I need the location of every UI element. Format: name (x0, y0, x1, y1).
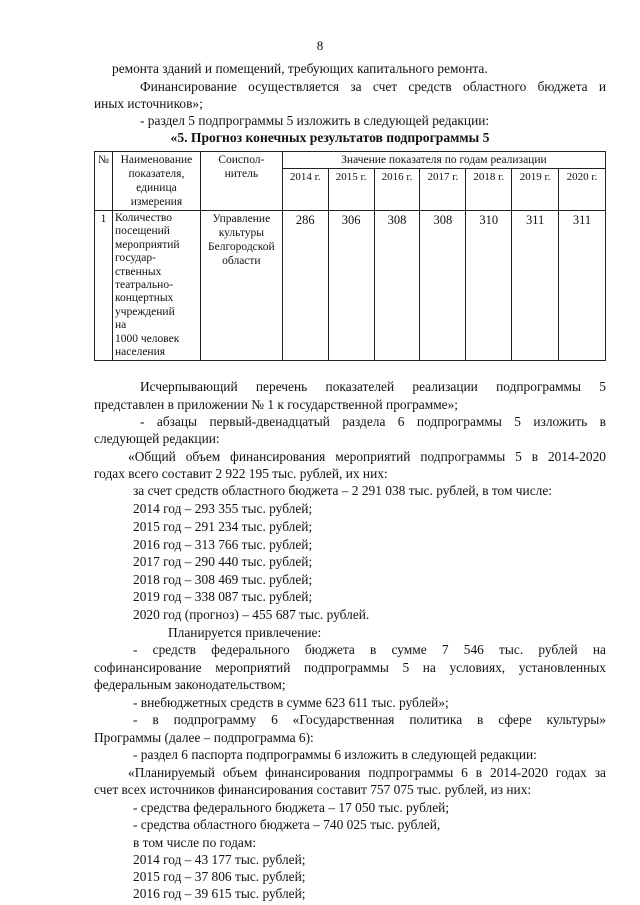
header-year: 2016 г. (374, 169, 420, 211)
row-coexec-line: области (222, 255, 261, 267)
table-header-row (95, 152, 606, 169)
year-line: 2018 год – 308 469 тыс. рублей; (133, 572, 313, 587)
indicator-table (94, 151, 606, 361)
header-name-line: измерения (130, 196, 183, 208)
row-name-line: 1000 человек (114, 332, 180, 345)
row-name-line: на (114, 319, 127, 332)
year-line: 2017 год – 290 440 тыс. рублей; (133, 554, 313, 569)
header-year: 2018 г. (466, 169, 512, 211)
body-p3-line-2: годах всего составит 2 922 195 тыс. рублей, их них: (94, 466, 388, 481)
body-p7: - внебюджетных средств в сумме 623 611 тыс. рублей»; (133, 695, 449, 710)
row-name-line: государ- (114, 252, 156, 265)
row-value: 310 (466, 211, 512, 361)
body-p6-line-1: - средств федерального бюджета в сумме 7 546 тыс. рублей на (133, 642, 606, 657)
header-name-line: единица (136, 182, 177, 194)
body-p10-line-2: счет всех источников финансирования составит 757 075 тыс. рублей, из них: (94, 782, 532, 797)
row-name-line: учреждений (114, 305, 175, 318)
body-p1-line-1: Исчерпывающий перечень показателей реализации подпрограммы 5 (140, 379, 606, 394)
header-name-line: Наименование (120, 154, 193, 166)
year-line: 2015 год – 291 234 тыс. рублей; (133, 519, 313, 534)
row-value: 308 (420, 211, 466, 361)
year-line: 2020 год (прогноз) – 455 687 тыс. рублей. (133, 607, 370, 622)
row-value: 286 (282, 211, 328, 361)
body-p5: Планируется привлечение: (168, 625, 322, 640)
body-p9: - раздел 6 паспорта подпрограммы 6 изложить в следующей редакции: (133, 747, 537, 762)
year-line: 2019 год – 338 087 тыс. рублей; (133, 589, 313, 604)
intro-line-4: - раздел 5 подпрограммы 5 изложить в следующей редакции: (140, 113, 490, 128)
body-p6-line-2: софинансирование мероприятий подпрограммы 5 на условиях, установленных (94, 660, 606, 675)
body-p2-line-1: - абзацы первый-двенадцатый раздела 6 подпрограммы 5 изложить в (140, 414, 606, 429)
intro-line-1: ремонта зданий и помещений, требующих капитального ремонта. (112, 61, 488, 76)
row-name-line: ственных (114, 265, 162, 278)
header-year: 2020 г. (559, 169, 606, 211)
header-year: 2014 г. (282, 169, 328, 211)
body-p11: - средства федерального бюджета – 17 050 тыс. рублей; (133, 800, 450, 815)
row-indicator-name (112, 211, 200, 361)
row-coexecutor (200, 211, 282, 361)
header-indicator-name (112, 152, 200, 211)
page-number: 8 (316, 38, 324, 53)
intro-line-3: иных источников»; (94, 96, 203, 111)
header-coexec-line: Соиспол- (218, 154, 265, 166)
body-p10-line-1: «Планируемый объем финансирования подпрограммы 6 в 2014-2020 годах за (128, 765, 606, 780)
row-name-line: мероприятий (114, 238, 180, 251)
row-coexec-line: Управление (212, 213, 271, 225)
row-coexec-line: культуры (218, 227, 265, 239)
row-name-line: концертных (114, 292, 174, 305)
row-name-line: Количество (114, 212, 172, 224)
body-p13: в том числе по годам: (133, 835, 257, 850)
row-name-line: театрально- (114, 279, 173, 292)
year-line: 2015 год – 37 806 тыс. рублей; (133, 869, 306, 884)
body-p8-line-2: Программы (далее – подпрограмма 6): (94, 730, 314, 745)
year-line: 2016 год – 39 615 тыс. рублей; (133, 886, 306, 901)
header-year: 2017 г. (420, 169, 466, 211)
body-p4: за счет средств областного бюджета – 2 291 038 тыс. рублей, в том числе: (133, 483, 552, 498)
header-coexec-line: нитель (224, 168, 259, 180)
section-title: «5. Прогноз конечных результатов подпрограммы 5 (170, 130, 490, 145)
row-num: 1 (95, 211, 113, 361)
body-p1-line-2: представлен в приложении № 1 к государственной программе»; (94, 397, 459, 412)
row-name-line: населения (114, 346, 166, 359)
year-line: 2016 год – 313 766 тыс. рублей; (133, 537, 313, 552)
header-name-line: показателя, (128, 168, 185, 180)
body-p12: - средства областного бюджета – 740 025 тыс. рублей, (133, 817, 441, 832)
header-num: № (95, 152, 113, 211)
body-p8-line-1: - в подпрограмму 6 «Государственная политика в сфере культуры» (133, 712, 606, 727)
header-year: 2015 г. (328, 169, 374, 211)
row-value: 308 (374, 211, 420, 361)
row-value: 311 (559, 211, 606, 361)
row-name-line: посещений (114, 225, 170, 238)
row-value: 306 (328, 211, 374, 361)
row-value: 311 (512, 211, 559, 361)
year-line: 2014 год – 43 177 тыс. рублей; (133, 852, 306, 867)
year-line: 2014 год – 293 355 тыс. рублей; (133, 501, 313, 516)
body-p6-line-3: федеральным законодательством; (94, 677, 286, 692)
table-row (95, 211, 606, 361)
row-coexec-line: Белгородской (208, 241, 275, 253)
header-year: 2019 г. (512, 169, 559, 211)
body-p2-line-2: следующей редакции: (94, 431, 220, 446)
header-values-group: Значение показателя по годам реализации (282, 152, 605, 169)
body-p3-line-1: «Общий объем финансирования мероприятий подпрограммы 5 в 2014-2020 (128, 449, 606, 464)
header-coexecutor (200, 152, 282, 211)
intro-line-2: Финансирование осуществляется за счет средств областного бюджета и (140, 79, 606, 94)
